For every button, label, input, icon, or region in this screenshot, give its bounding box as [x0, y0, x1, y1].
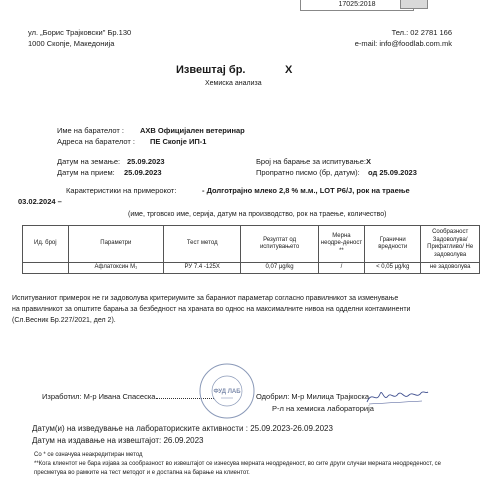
client-address: ПЕ Скопје ИП-1 [150, 137, 207, 146]
header-test-method: Тест метод [164, 226, 241, 263]
report-number: X [285, 64, 293, 76]
client-name-label: Име на барателот : [57, 126, 125, 135]
approved-role: Р-л на хемиска лабораторија [272, 404, 374, 413]
header-parameters: Параметри [68, 226, 163, 263]
sample-label: Карактеристики на примерокот: [66, 186, 177, 195]
phone: Тел.: 02 2781 166 [391, 28, 452, 37]
sampling-date-label: Датум на земање: [57, 157, 121, 166]
footnote-2: **Кога клиентот не бара изјава за сообразност во извештајот се изнесува мерната неодреденост, во сите други случаи мерната неодреденост, се [34, 461, 442, 467]
report-subtitle: Хемиска анализа [205, 80, 262, 87]
cell-id [23, 263, 69, 274]
sample-description-cont: 03.02.2024 – [18, 197, 62, 206]
table-row [23, 263, 480, 274]
cover-letter-label: Пропратно писмо (бр, датум): [256, 168, 360, 177]
email: e-mail: info@foodlab.com.mk [354, 39, 452, 48]
request-number-label: Број на барање за испитување: [256, 157, 366, 166]
approver-signature [364, 384, 430, 408]
prepared-by [42, 392, 214, 401]
header-conformity: Сообразност Задоволува/ Прифатливо/ Не задоволува [421, 226, 480, 263]
conclusion-line2: на правилникот за општите барања за безбедност на храната во однос на максималните нивоа на одделни контаминенти [12, 306, 411, 313]
footnote-3: пресметува во рамките на тест методот и е достапна на барање на клиентот. [34, 470, 250, 476]
table-header-row [23, 226, 480, 263]
conclusion-line1: Испитуваниот примерок не ги задоволува критериумите за бараниот параметар согласно правилникот за изменување [12, 295, 399, 302]
accreditation-logo [400, 0, 428, 9]
header-result: Резултат од испитувањето [241, 226, 318, 263]
client-name: АХВ Официјален ветеринар [140, 126, 245, 135]
sample-caption: (име, трговско име, серија, датум на производство, рок на траење, количество) [128, 211, 387, 218]
approved-by: Одобрил: М-р Милица Трајкоска [256, 392, 370, 401]
issue-date: Датум на издавање на извештајот: 26.09.2023 [32, 436, 204, 445]
request-number: X [366, 157, 372, 166]
client-address-label: Адреса на барателот : [57, 137, 135, 146]
sample-description: - Долготрајно млеко 2,8 % м.м., LOT P6/J, рок на траење [202, 186, 410, 195]
cell-conformity: не задоволува [421, 263, 480, 274]
accreditation-box [300, 0, 414, 11]
conclusion-line3: (Сл.Весник Бр.227/2021, дел 2). [12, 317, 116, 324]
cell-result: 0,07 μg/kg [241, 263, 318, 274]
report-title: Извештај бр. [176, 64, 246, 76]
cell-method: РУ 7.4 -125X [164, 263, 241, 274]
cover-letter-date: од 25.09.2023 [368, 168, 417, 177]
accreditation-code: 17025:2018 [338, 1, 376, 8]
address-line2: 1000 Скопје, Македонија [28, 39, 115, 48]
stamp-text: ФУД ЛАБ [213, 389, 241, 395]
footnote-1: Со * се означува неакредитиран метод [34, 452, 143, 458]
header-limit: Гранични вредности [365, 226, 421, 263]
receipt-date-label: Датум на прием: [57, 168, 115, 177]
prepared-by-text: Изработил: М-р Ивана Спасеска [42, 392, 156, 401]
cell-parameter: Афлатоксин M₁ [68, 263, 163, 274]
results-table [22, 225, 480, 274]
receipt-date: 25.09.2023 [124, 168, 162, 177]
cell-uncertainty: / [318, 263, 364, 274]
header-uncertainty: Мерна неодре-деност ** [318, 226, 364, 263]
lab-stamp [198, 362, 256, 420]
address-line1: ул. „Борис Трајковски" Бр.130 [28, 28, 132, 37]
cell-limit: < 0,05 μg/kg [365, 263, 421, 274]
sampling-date: 25.09.2023 [127, 157, 165, 166]
header-id: Ид. број [23, 226, 69, 263]
activity-dates: Датум(и) на изведување на лабораториските активности : 25.09.2023-26.09.2023 [32, 424, 333, 433]
